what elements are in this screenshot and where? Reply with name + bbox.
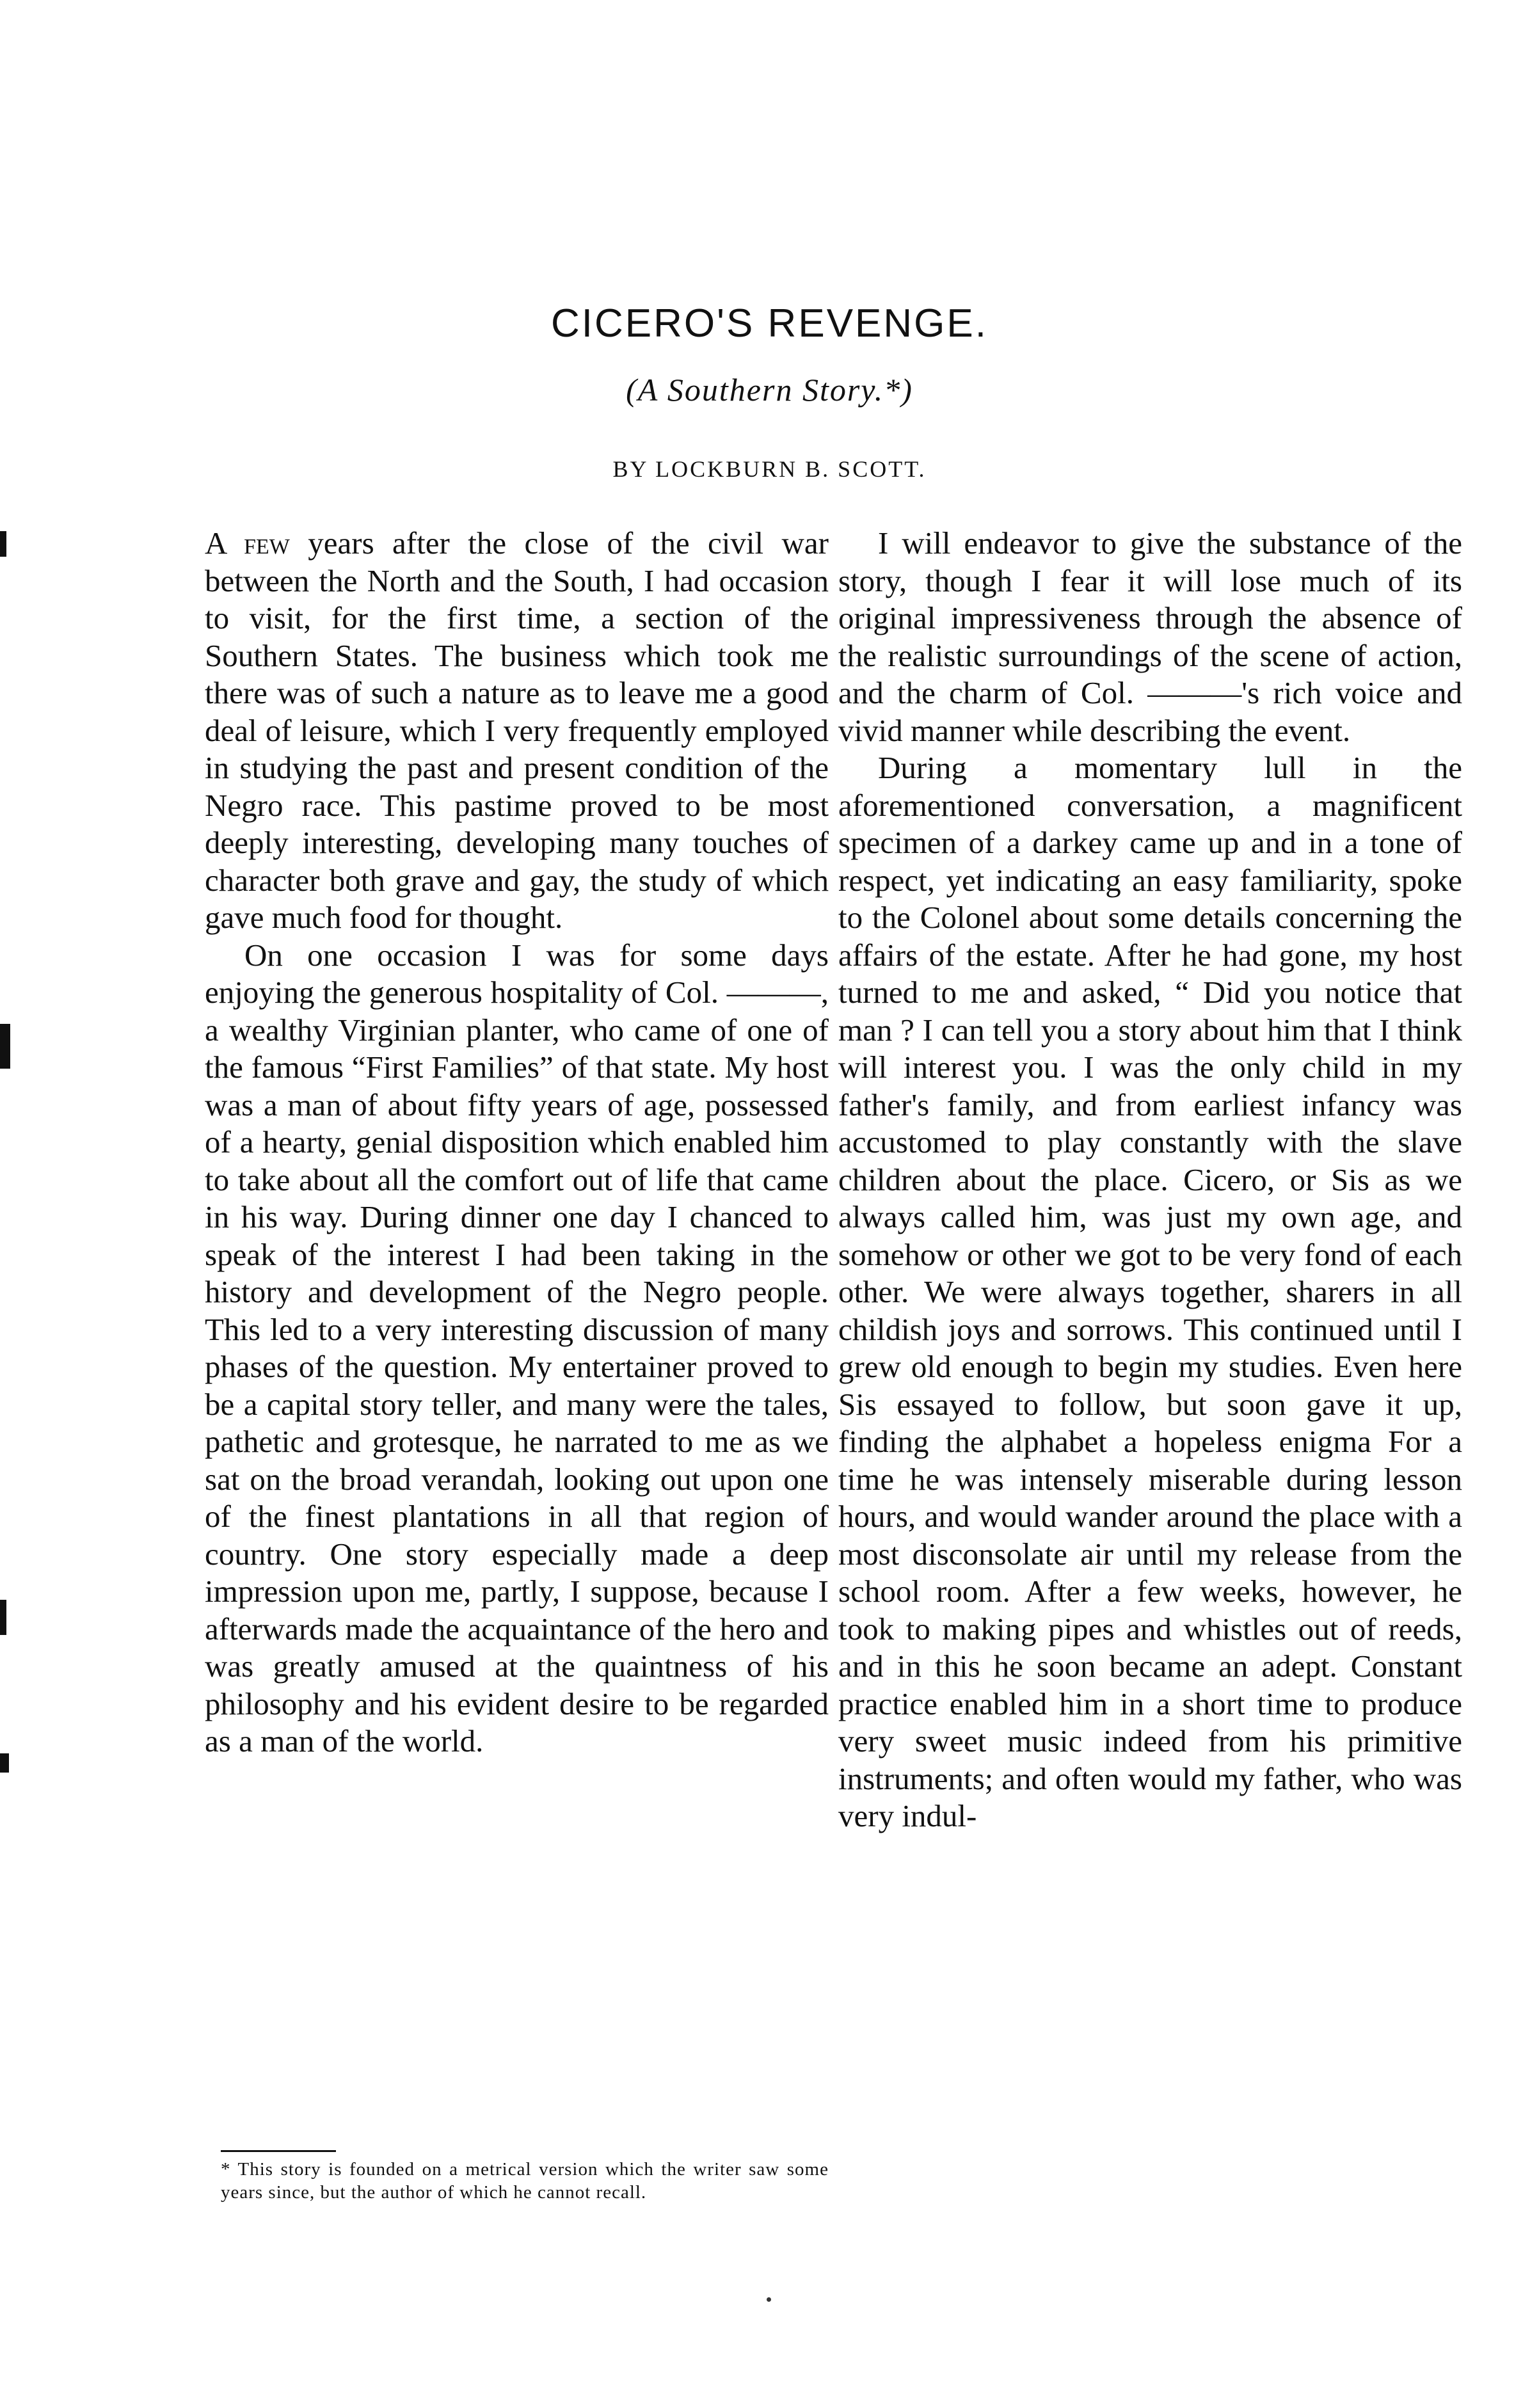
- left-column: [205, 525, 829, 1760]
- right-column: [838, 525, 1462, 1835]
- binding-edge-mark: [0, 1600, 6, 1635]
- paragraph: During a momentary lull in the aforementioned conversation, a magnificent specimen of a darkey came up and in a tone of respect, yet indicating an easy familiarity, spoke to the Colonel about some details concerning the affairs of the estate. After he had gone, my host turned to me and asked, “ Did you notice that man ? I can tell you a story about him that I think will interest you. I was the only child in my father's family, and from earliest infancy was accustomed to play constantly with the slave children about the place. Cicero, or Sis as we always called him, was just my own age, and somehow or other we got to be very fond of each other. We were always together, sharers in all childish joys and sorrows. This continued until I grew old enough to begin my studies. Even here Sis essayed to follow, but soon gave it up, finding the alphabet a hopeless enigma For a time he was intensely miserable during lesson hours, and would wander around the place with a most disconsolate air until my release from the school room. After a few weeks, however, he took to making pipes and whistles out of reeds, and in this he soon became an adept. Constant practice enabled him in a short time to produce very sweet music indeed from his primitive instruments; and often would my father, who was very indul-: [838, 750, 1462, 1833]
- paragraph: I will endeavor to give the substance of the story, though I fear it will lose much of its original impressiveness through the absence of the realistic surroundings of the scene of action, and the charm of Col. ———'s rich voice and vivid manner while describing the event.: [838, 525, 1462, 748]
- paragraph: On one occasion I was for some days enjoying the generous hospitality of Col. ———, a wealthy Virginian planter, who came of one of the famous “First Families” of that state. My host was a man of about fifty years of age, possessed of a hearty, genial disposition which enabled him to take about all the comfort out of life that came in his way. During dinner one day I chanced to speak of the interest I had been taking in the history and development of the Negro people. This led to a very interesting discussion of many phases of the question. My entertainer proved to be a capital story teller, and many were the tales, pathetic and grotesque, he narrated to me as we sat on the broad verandah, looking out upon one of the finest plantations in all that region of country. One story especially made a deep impression upon me, partly, I suppose, because I afterwards made the acquaintance of the hero and was greatly amused at the quaintness of his philosophy and his evident desire to be regarded as a man of the world.: [205, 937, 829, 1758]
- print-speck: [767, 2297, 771, 2302]
- binding-edge-mark: [0, 1024, 10, 1069]
- footnote: * This story is founded on a metrical version which the writer saw some years since, but the author of which he cannot recall.: [221, 2159, 829, 2203]
- footnote-rule: [221, 2150, 336, 2152]
- paragraph: [205, 525, 829, 937]
- binding-edge-mark: [0, 531, 6, 557]
- binding-edge-mark: [0, 1753, 9, 1773]
- article-byline: BY LOCKBURN B. SCOTT.: [612, 456, 927, 482]
- lead-in-words: A few: [205, 525, 290, 561]
- paragraph-text: years after the close of the civil war between the North and the South, I had occasion to visit, for the first time, a section of the Southern States. The business which took me there was of such a nature as to leave me a good deal of leisure, which I very frequently employed in studying the past and present condition of the Negro race. This pastime proved to be most deeply interesting, developing many touches of character both grave and gay, the study of which gave much food for thought.: [205, 525, 829, 935]
- article-subtitle: (A Southern Story.*): [626, 372, 913, 408]
- article-title: CICERO'S REVENGE.: [551, 301, 988, 346]
